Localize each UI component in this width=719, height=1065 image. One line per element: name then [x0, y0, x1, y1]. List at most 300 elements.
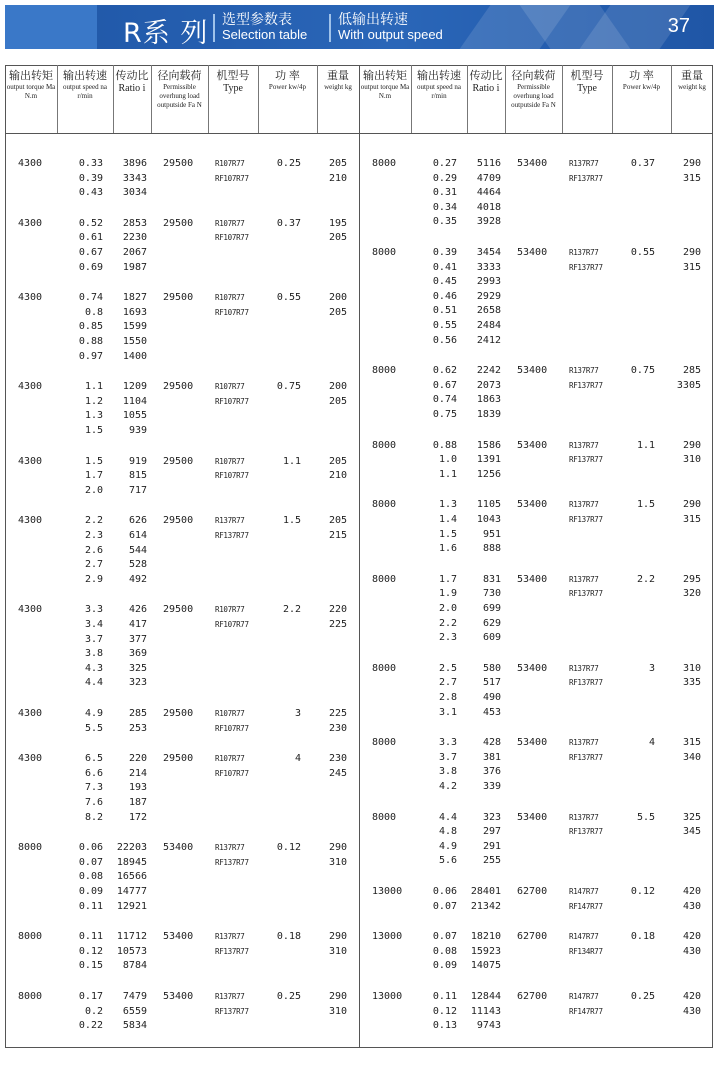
speed-cell: 7.6 — [84, 797, 103, 808]
series-title: R系 列 — [123, 18, 209, 49]
ratio-cell: 5834 — [122, 1020, 147, 1032]
torque-cell: 4300 — [18, 292, 43, 304]
speed-cell: 0.33 — [78, 158, 103, 169]
speed-cell: 0.2 — [84, 1005, 103, 1017]
power-cell: 3 — [294, 708, 301, 719]
ratio-cell: 629 — [482, 617, 501, 629]
ratio-cell: 939 — [128, 425, 147, 436]
speed-cell: 0.46 — [432, 290, 457, 302]
speed-cell: 2.2 — [438, 617, 457, 629]
ratio-cell: 699 — [482, 603, 501, 614]
power-cell: 4 — [294, 753, 301, 765]
weight-cell: 340 — [682, 751, 701, 763]
ratio-cell: 2929 — [476, 290, 501, 302]
ratio-cell: 1105 — [476, 499, 501, 511]
speed-cell: 0.12 — [432, 1005, 457, 1017]
ratio-cell: 187 — [128, 797, 147, 808]
ratio-cell: 815 — [128, 470, 147, 482]
weight-cell: 290 — [328, 842, 347, 854]
speed-cell: 3.4 — [84, 619, 103, 630]
speed-cell: 0.22 — [78, 1020, 103, 1032]
speed-cell: 4.2 — [438, 781, 457, 792]
ratio-cell: 8784 — [122, 960, 147, 972]
speed-cell: 3.8 — [84, 648, 103, 660]
ratio-cell: 2073 — [476, 379, 501, 391]
speed-cell: 0.56 — [432, 334, 457, 346]
ratio-cell: 11143 — [470, 1005, 501, 1017]
type-cell: R147R77 — [569, 887, 599, 896]
speed-cell: 0.08 — [78, 871, 103, 883]
speed-cell: 6.5 — [84, 753, 103, 765]
torque-cell: 4300 — [18, 604, 43, 616]
torque-cell: 4300 — [18, 753, 43, 765]
speed-cell: 1.1 — [438, 468, 457, 480]
power-cell: 0.18 — [276, 931, 301, 943]
type-cell: R137R77 — [569, 500, 599, 510]
weight-cell: 290 — [682, 499, 701, 511]
power-cell: 0.25 — [630, 991, 655, 1002]
weight-cell: 195 — [328, 217, 347, 229]
ratio-cell: 193 — [128, 782, 147, 794]
speed-cell: 0.88 — [78, 336, 103, 347]
speed-cell: 1.5 — [438, 528, 457, 540]
ratio-cell: 325 — [128, 662, 147, 674]
ratio-cell: 10573 — [116, 945, 147, 957]
ratio-cell: 323 — [128, 677, 147, 689]
torque-cell: 8000 — [372, 439, 397, 451]
ratio-cell: 339 — [482, 781, 501, 792]
type-cell: RF137R77 — [215, 946, 249, 956]
load-cell: 53400 — [517, 573, 548, 585]
torque-cell: 8000 — [372, 158, 397, 169]
speed-cell: 0.06 — [432, 886, 457, 897]
ratio-cell: 614 — [128, 530, 147, 541]
column-header: 径向载荷 Permissible overhung load outputside Fa N — [511, 70, 556, 109]
weight-cell: 205 — [328, 232, 347, 244]
ratio-cell: 3034 — [122, 187, 147, 199]
ratio-cell: 2658 — [476, 305, 501, 317]
type-cell: R137R77 — [569, 574, 599, 584]
column-header: 输出转矩 output torque Ma N.m — [6, 70, 56, 100]
speed-cell: 0.97 — [78, 350, 103, 362]
type-cell: RF107R77 — [215, 307, 249, 317]
weight-cell: 430 — [682, 945, 701, 957]
type-cell: R137R77 — [215, 516, 245, 526]
ratio-cell: 4464 — [476, 187, 501, 199]
torque-cell: 4300 — [18, 217, 43, 229]
ratio-cell: 5116 — [476, 158, 501, 169]
speed-cell: 2.5 — [438, 662, 457, 674]
ratio-cell: 1104 — [122, 395, 147, 407]
load-cell: 62700 — [517, 991, 548, 1002]
weight-cell: 295 — [682, 573, 701, 585]
column-header: 径向载荷 Permissible overhung load outputside Fa N — [157, 70, 202, 109]
ratio-cell: 15923 — [470, 945, 501, 957]
weight-cell: 345 — [682, 826, 701, 838]
ratio-cell: 3333 — [476, 261, 501, 273]
ratio-cell: 888 — [482, 543, 501, 555]
speed-cell: 2.0 — [84, 484, 103, 496]
weight-cell: 420 — [682, 886, 701, 897]
ratio-cell: 14075 — [470, 960, 501, 972]
ratio-cell: 919 — [128, 455, 147, 467]
speed-cell: 0.62 — [432, 365, 457, 377]
ratio-cell: 220 — [128, 753, 147, 765]
speed-cell: 0.88 — [432, 439, 457, 451]
weight-cell: 430 — [682, 1005, 701, 1017]
ratio-cell: 18945 — [116, 856, 147, 868]
speed-cell: 0.39 — [432, 247, 457, 258]
ratio-cell: 255 — [482, 855, 501, 867]
speed-cell: 0.74 — [78, 292, 103, 304]
column-header: 传动比 Ratio i — [469, 70, 503, 94]
type-cell: RF137R77 — [569, 380, 603, 390]
torque-cell: 8000 — [372, 247, 397, 258]
ratio-cell: 14777 — [116, 886, 147, 897]
torque-cell: 13000 — [372, 931, 403, 943]
ratio-cell: 1055 — [122, 410, 147, 422]
ratio-cell: 528 — [128, 559, 147, 571]
ratio-cell: 1400 — [122, 350, 147, 362]
power-cell: 0.25 — [276, 991, 301, 1002]
speed-cell: 3.7 — [84, 633, 103, 645]
ratio-cell: 253 — [128, 722, 147, 734]
ratio-cell: 369 — [128, 648, 147, 660]
torque-cell: 13000 — [372, 991, 403, 1002]
load-cell: 53400 — [517, 439, 548, 451]
type-cell: RF147R77 — [569, 901, 603, 911]
type-cell: R107R77 — [215, 218, 245, 228]
column-header: 重量 weight kg — [324, 70, 352, 91]
speed-cell: 7.3 — [84, 782, 103, 794]
speed-cell: 0.35 — [432, 216, 457, 228]
speed-cell: 1.7 — [438, 573, 457, 585]
load-cell: 53400 — [163, 991, 194, 1002]
torque-cell: 8000 — [372, 662, 397, 674]
ratio-cell: 297 — [482, 826, 501, 838]
ratio-cell: 3896 — [122, 158, 147, 169]
ratio-cell: 7479 — [122, 991, 147, 1002]
type-cell: RF107R77 — [215, 471, 249, 481]
selection-table-title: 选型参数表 Selection table — [222, 11, 308, 42]
column-header: 机型号 Type — [216, 70, 250, 94]
weight-cell: 315 — [682, 514, 701, 525]
ratio-cell: 2993 — [476, 276, 501, 288]
speed-cell: 2.7 — [84, 559, 103, 571]
weight-cell: 200 — [328, 381, 347, 393]
ratio-cell: 2484 — [476, 320, 501, 331]
speed-cell: 1.6 — [438, 543, 457, 555]
weight-cell: 310 — [682, 662, 701, 674]
ratio-cell: 609 — [482, 632, 501, 644]
load-cell: 53400 — [163, 842, 194, 854]
speed-cell: 5.5 — [84, 722, 103, 734]
torque-cell: 8000 — [372, 573, 397, 585]
load-cell: 29500 — [163, 604, 194, 616]
column-header: 功 率 Power kw/4p — [268, 70, 307, 91]
speed-cell: 0.75 — [432, 409, 457, 420]
weight-cell: 210 — [328, 470, 347, 482]
speed-cell: 0.45 — [432, 276, 457, 288]
speed-cell: 0.15 — [78, 960, 103, 972]
weight-cell: 315 — [682, 172, 701, 184]
speed-cell: 3.3 — [84, 604, 103, 616]
load-cell: 29500 — [163, 158, 194, 169]
type-cell: RF137R77 — [215, 1006, 249, 1016]
weight-cell: 215 — [328, 530, 347, 541]
ratio-cell: 3928 — [476, 216, 501, 228]
speed-cell: 0.85 — [78, 321, 103, 333]
type-cell: RF107R77 — [215, 173, 249, 183]
ratio-cell: 2412 — [476, 334, 501, 346]
ratio-cell: 4709 — [476, 172, 501, 184]
type-cell: R137R77 — [569, 663, 599, 673]
weight-cell: 430 — [682, 900, 701, 912]
weight-cell: 205 — [328, 158, 347, 169]
weight-cell: 290 — [328, 991, 347, 1002]
ratio-cell: 18210 — [470, 931, 501, 943]
ratio-cell: 11712 — [116, 931, 147, 943]
power-cell: 1.5 — [636, 499, 655, 511]
type-cell: RF137R77 — [215, 857, 249, 867]
column-header: 功 率 Power kw/4p — [622, 70, 661, 91]
speed-cell: 0.07 — [432, 931, 457, 943]
speed-cell: 0.69 — [78, 261, 103, 273]
type-cell: R107R77 — [215, 754, 245, 764]
type-cell: RF137R77 — [569, 589, 603, 599]
speed-cell: 2.8 — [438, 692, 457, 703]
column-header: 机型号 Type — [570, 70, 604, 94]
type-cell: RF107R77 — [215, 233, 249, 243]
weight-cell: 205 — [328, 455, 347, 467]
speed-cell: 0.11 — [432, 991, 457, 1002]
speed-cell: 0.27 — [432, 158, 457, 169]
power-cell: 0.37 — [630, 158, 655, 169]
power-cell: 0.75 — [630, 365, 655, 377]
type-cell: R137R77 — [569, 440, 599, 450]
weight-cell: 310 — [328, 856, 347, 868]
speed-cell: 1.5 — [84, 455, 103, 467]
power-cell: 0.55 — [630, 247, 655, 258]
speed-cell: 0.11 — [78, 900, 103, 912]
ratio-cell: 12844 — [470, 991, 501, 1002]
load-cell: 62700 — [517, 886, 548, 897]
torque-cell: 4300 — [18, 515, 43, 527]
speed-cell: 1.3 — [438, 499, 457, 511]
power-cell: 0.18 — [630, 931, 655, 943]
ratio-cell: 831 — [482, 573, 501, 585]
power-cell: 1.1 — [282, 455, 301, 467]
speed-cell: 1.9 — [438, 588, 457, 600]
power-cell: 0.25 — [276, 158, 301, 169]
speed-cell: 1.4 — [438, 514, 457, 525]
power-cell: 0.55 — [276, 292, 301, 304]
ratio-cell: 214 — [128, 767, 147, 779]
torque-cell: 13000 — [372, 886, 403, 897]
weight-cell: 290 — [328, 931, 347, 943]
ratio-cell: 580 — [482, 662, 501, 674]
ratio-cell: 1209 — [122, 381, 147, 393]
power-cell: 0.12 — [276, 842, 301, 854]
type-cell: R137R77 — [569, 366, 599, 376]
weight-cell: 290 — [682, 247, 701, 258]
type-cell: RF107R77 — [215, 396, 249, 406]
ratio-cell: 1256 — [476, 468, 501, 480]
weight-cell: 205 — [328, 306, 347, 318]
ratio-cell: 1693 — [122, 306, 147, 318]
speed-cell: 0.67 — [78, 247, 103, 258]
power-cell: 4 — [648, 737, 655, 749]
header-divider — [5, 133, 713, 134]
column-header: 重量 weight kg — [678, 70, 706, 91]
ratio-cell: 2230 — [122, 232, 147, 244]
column-header: 输出转速 output speed na r/min — [417, 70, 461, 100]
speed-cell: 1.0 — [438, 454, 457, 466]
speed-cell: 2.6 — [84, 544, 103, 556]
ratio-cell: 1043 — [476, 514, 501, 525]
load-cell: 29500 — [163, 455, 194, 467]
speed-cell: 2.0 — [438, 603, 457, 614]
torque-cell: 8000 — [372, 499, 397, 511]
speed-cell: 0.06 — [78, 842, 103, 854]
type-cell: RF137R77 — [569, 752, 603, 762]
ratio-cell: 517 — [482, 677, 501, 689]
speed-cell: 4.4 — [84, 677, 103, 689]
weight-cell: 210 — [328, 172, 347, 184]
load-cell: 29500 — [163, 515, 194, 527]
ratio-cell: 1599 — [122, 321, 147, 333]
ratio-cell: 428 — [482, 737, 501, 749]
type-cell: R137R77 — [569, 812, 599, 822]
weight-cell: 315 — [682, 261, 701, 273]
ratio-cell: 376 — [482, 766, 501, 778]
speed-cell: 0.74 — [432, 394, 457, 406]
type-cell: R137R77 — [215, 843, 245, 853]
column-header: 输出转速 output speed na r/min — [63, 70, 107, 100]
ratio-cell: 453 — [482, 706, 501, 718]
speed-cell: 0.17 — [78, 991, 103, 1002]
ratio-cell: 2067 — [122, 247, 147, 258]
weight-cell: 205 — [328, 515, 347, 527]
power-cell: 0.37 — [276, 217, 301, 229]
type-cell: RF134R77 — [569, 946, 603, 956]
ratio-cell: 1839 — [476, 409, 501, 420]
ratio-cell: 381 — [482, 751, 501, 763]
power-cell: 1.1 — [636, 439, 655, 451]
ratio-cell: 1550 — [122, 336, 147, 347]
weight-cell: 245 — [328, 767, 347, 779]
speed-cell: 0.52 — [78, 217, 103, 229]
speed-cell: 1.7 — [84, 470, 103, 482]
speed-cell: 0.8 — [84, 306, 103, 318]
ratio-cell: 12921 — [116, 900, 147, 912]
torque-cell: 8000 — [18, 991, 43, 1002]
speed-cell: 2.2 — [84, 515, 103, 527]
ratio-cell: 2242 — [476, 365, 501, 377]
ratio-cell: 544 — [128, 544, 147, 556]
page-header — [5, 5, 714, 49]
load-cell: 29500 — [163, 753, 194, 765]
type-cell: RF107R77 — [215, 620, 249, 629]
speed-cell: 2.9 — [84, 573, 103, 585]
type-cell: RF147R77 — [569, 1006, 603, 1016]
ratio-cell: 951 — [482, 528, 501, 540]
type-cell: R147R77 — [569, 992, 599, 1001]
weight-cell: 310 — [682, 454, 701, 466]
torque-cell: 8000 — [18, 842, 43, 854]
speed-cell: 1.2 — [84, 395, 103, 407]
weight-cell: 320 — [682, 588, 701, 600]
load-cell: 53400 — [517, 247, 548, 258]
load-cell: 53400 — [517, 158, 548, 169]
page-number: 37 — [667, 15, 690, 37]
torque-cell: 8000 — [372, 737, 397, 749]
weight-cell: 200 — [328, 292, 347, 304]
ratio-cell: 9743 — [476, 1020, 501, 1032]
load-cell: 53400 — [517, 662, 548, 674]
ratio-cell: 426 — [128, 604, 147, 616]
power-cell: 2.2 — [636, 573, 655, 585]
type-cell: RF137R77 — [569, 455, 603, 465]
speed-cell: 1.3 — [84, 410, 103, 422]
power-cell: 0.12 — [630, 886, 655, 897]
ratio-cell: 3343 — [122, 172, 147, 184]
speed-cell: 2.3 — [84, 530, 103, 541]
speed-cell: 0.12 — [78, 945, 103, 957]
power-cell: 0.75 — [276, 381, 301, 393]
type-cell: R107R77 — [215, 709, 245, 718]
ratio-cell: 626 — [128, 515, 147, 527]
ratio-cell: 492 — [128, 573, 147, 585]
load-cell: 53400 — [517, 365, 548, 377]
ratio-cell: 490 — [482, 692, 501, 703]
type-cell: R147R77 — [569, 932, 599, 942]
power-cell: 3 — [648, 662, 655, 674]
type-cell: RF137R77 — [569, 678, 603, 688]
load-cell: 53400 — [517, 811, 548, 823]
speed-cell: 3.8 — [438, 766, 457, 778]
load-cell: 29500 — [163, 292, 194, 304]
type-cell: RF137R77 — [569, 827, 603, 837]
weight-cell: 225 — [328, 619, 347, 630]
speed-cell: 8.2 — [84, 811, 103, 823]
weight-cell: 230 — [328, 753, 347, 765]
speed-cell: 6.6 — [84, 767, 103, 779]
speed-cell: 0.61 — [78, 232, 103, 244]
weight-cell: 230 — [328, 722, 347, 734]
type-cell: R137R77 — [569, 159, 599, 168]
weight-cell: 3305 — [676, 379, 701, 391]
type-cell: R137R77 — [569, 248, 599, 257]
ratio-cell: 377 — [128, 633, 147, 645]
ratio-cell: 291 — [482, 840, 501, 852]
speed-cell: 4.8 — [438, 826, 457, 838]
ratio-cell: 16566 — [116, 871, 147, 883]
speed-cell: 4.9 — [84, 708, 103, 719]
power-cell: 5.5 — [636, 811, 655, 823]
load-cell: 29500 — [163, 708, 194, 719]
speed-cell: 3.7 — [438, 751, 457, 763]
torque-cell: 4300 — [18, 708, 43, 719]
speed-cell: 0.07 — [78, 856, 103, 868]
ratio-cell: 717 — [128, 484, 147, 496]
speed-cell: 0.34 — [432, 201, 457, 213]
ratio-cell: 323 — [482, 811, 501, 823]
type-cell: R137R77 — [569, 738, 599, 748]
brand-block — [5, 5, 97, 49]
type-cell: R137R77 — [215, 992, 245, 1001]
ratio-cell: 1863 — [476, 394, 501, 406]
